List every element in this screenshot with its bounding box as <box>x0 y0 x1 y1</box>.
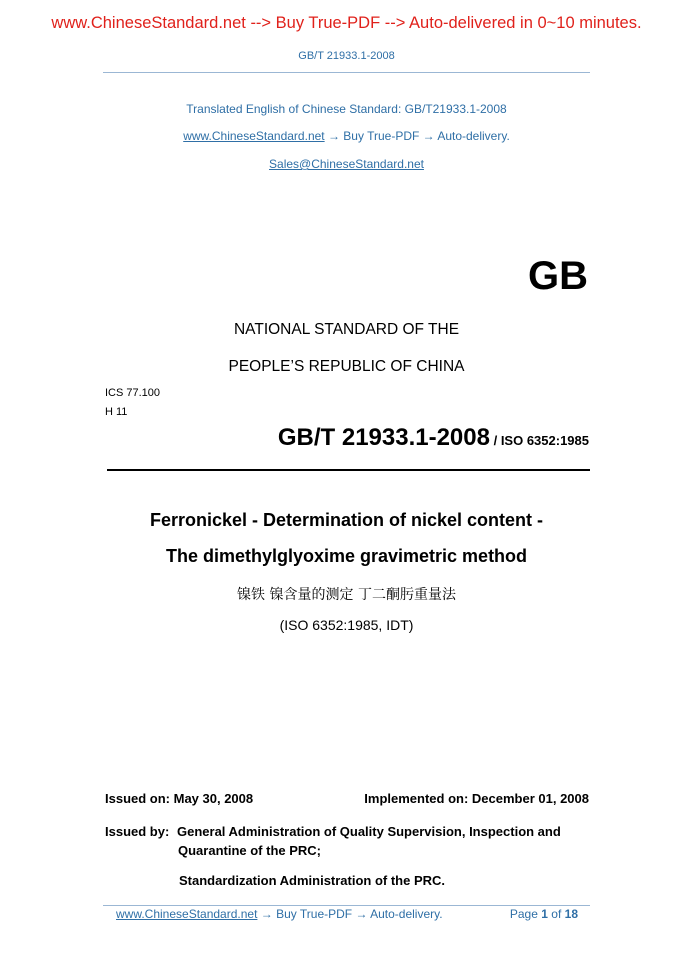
issued-by-label: Issued by: <box>105 824 170 839</box>
footer-chinesestandard-link[interactable]: www.ChineseStandard.net <box>116 907 258 921</box>
national-standard-line-1: NATIONAL STANDARD OF THE <box>233 321 460 338</box>
iso-reference: / ISO 6352:1985 <box>489 433 589 448</box>
footer-promo-text: → Buy True-PDF → Auto-delivery. <box>257 907 443 921</box>
sales-email-link[interactable]: Sales@ChineseStandard.net <box>269 157 424 171</box>
header-standard-code: GB/T 21933.1-2008 <box>298 50 395 62</box>
implemented-on: Implemented on: December 01, 2008 <box>364 791 589 806</box>
header-divider <box>103 72 590 73</box>
email-line <box>0 157 693 171</box>
issued-on: Issued on: May 30, 2008 <box>105 791 254 806</box>
title-divider <box>107 469 590 471</box>
title-line-2: The dimethylglyoxime gravimetric method <box>165 546 528 566</box>
title-chinese: 镍铁 镍含量的测定 丁二酮肟重量法 <box>237 587 456 603</box>
gb-mark: GB <box>528 254 588 298</box>
footer-promo <box>116 907 443 921</box>
page-total: 18 <box>564 907 578 921</box>
issued-by-line-1: General Administration of Quality Supervision, Inspection and <box>177 824 561 839</box>
promo-banner[interactable]: www.ChineseStandard.net --> Buy True-PDF --> Auto-delivered in 0~10 minutes. <box>51 14 642 32</box>
footer-divider <box>103 905 590 906</box>
standard-number <box>278 424 589 452</box>
national-standard-line-2: PEOPLE’S REPUBLIC OF CHINA <box>228 358 465 375</box>
issued-by-line-2: Quarantine of the PRC; <box>178 843 322 858</box>
issued-by-line-3: Standardization Administration of the PRC. <box>179 873 446 888</box>
idt-reference: (ISO 6352:1985, IDT) <box>279 617 414 633</box>
promo-line <box>0 129 693 143</box>
promo-line-text: → Buy True-PDF → Auto-delivery. <box>324 129 510 143</box>
standard-number-main: GB/T 21933.1-2008 <box>277 424 490 451</box>
ics-code: ICS 77.100 <box>105 387 161 399</box>
page-indicator <box>510 907 578 921</box>
of-label: of <box>551 907 562 921</box>
translated-line: Translated English of Chinese Standard: GB/T21933.1-2008 <box>186 102 507 116</box>
page-number: 1 <box>541 907 548 921</box>
title-line-1: Ferronickel - Determination of nickel content - <box>149 510 544 530</box>
page-label: Page <box>509 907 538 921</box>
chinesestandard-link[interactable]: www.ChineseStandard.net <box>183 129 325 143</box>
ccs-code: H 11 <box>105 406 128 418</box>
